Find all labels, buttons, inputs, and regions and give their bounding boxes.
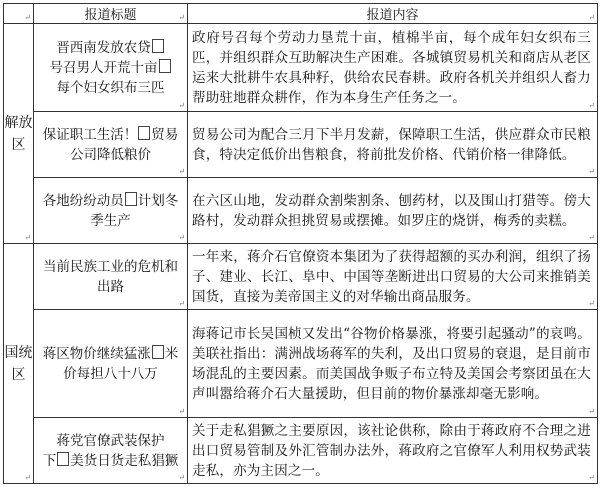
header-row: [4, 4, 598, 24]
title-cell: 晋西南发放农贷 号召男人开荒十亩 每个妇女织布三匹 ↵: [34, 24, 188, 112]
missing-glyph-box: [57, 452, 69, 466]
region-label: 解放区: [4, 114, 33, 153]
title-cell: 各地纷纷动员 计划冬季生产 ↵: [34, 178, 188, 244]
content-cell: 关于走私猖獗之主要原因，该社论供称，除由于蒋政府不合理之进出口贸易管制及外汇管制办法外，蒋政府之官僚军人利用权势武装走私，亦为主因之一。 ↵: [188, 418, 598, 484]
title-cell: 蒋党官僚武装保护 下 美货日货走私猖獗 ↵: [34, 418, 188, 484]
content-cell: 一年来，蒋介石官僚资本集团为了获得超额的买办利润，组织了扬子、建业、长江、阜中、中国等垄断进出口贸易的大公司来推销美国货，直接为美帝国主义的对华输出商品服务。 ↵: [188, 244, 598, 310]
report-table: [3, 3, 598, 484]
content-cell: 贸易公司为配合三月下半月发薪，保障职工生活，供应群众市民粮食，特决定低价出售粮食，将前批发价格、代销价格一律降低。 ↵: [188, 112, 598, 178]
title-cell: 蒋区物价继续猛涨 米价每担八十八万 ↵: [34, 310, 188, 418]
header-cell-content: 报道内容 ↵: [188, 4, 598, 24]
region-cell-liberated: 解放区 ↵: [4, 24, 34, 244]
title-cell: 当前民族工业的危机和出路 ↵: [34, 244, 188, 310]
missing-glyph-box: [159, 59, 171, 73]
content-cell: 在六区山地，发动群众割柴割条、刨药材，以及围山打猎等。傍大路村，发动群众担挑贸易或摆摊。如罗庄的烧饼，梅秀的卖糕。 ↵: [188, 178, 598, 244]
missing-glyph-box: [125, 192, 137, 206]
region-cell-kmt: 国统区 ↵: [4, 244, 34, 484]
missing-glyph-box: [138, 126, 150, 140]
missing-glyph-box: [152, 39, 164, 53]
content-cell: 政府号召每个劳动力垦荒十亩，植棉半亩，每个成年妇女织布三匹，并组织群众互助解决生产困难。各城镇贸易机关和商店从老区运来大批耕牛农具种籽，供给农民春耕。政府各机关并组织人畜力帮助驻地群众耕作，作为本身生产任务之一。 ↵: [188, 24, 598, 112]
content-cell: 海蒋记市长吴国桢又发出“谷物价格暴涨，将要引起骚动”的哀鸣。美联社指出：满洲战场蒋军的失利，及出口贸易的衰退，是目前市场混乱的主要因素。而美国战争贩子布立特及美国会考察团虽在大声叫嚣给蒋介石大量援助，但目前的物价暴涨却毫无影响。 ↵: [188, 310, 598, 418]
table-row: [4, 24, 598, 112]
missing-glyph-box: [152, 345, 164, 359]
header-cell-title: 报道标题 ↵: [34, 4, 188, 24]
table-row: [4, 178, 598, 244]
header-cell-blank: ↵: [4, 4, 34, 24]
table-row: [4, 112, 598, 178]
table-row: [4, 418, 598, 484]
table-row: [4, 244, 598, 310]
table-row: [4, 310, 598, 418]
region-label: 国统区: [4, 344, 33, 383]
title-cell: 保证职工生活！ 贸易公司降低粮价 ↵: [34, 112, 188, 178]
